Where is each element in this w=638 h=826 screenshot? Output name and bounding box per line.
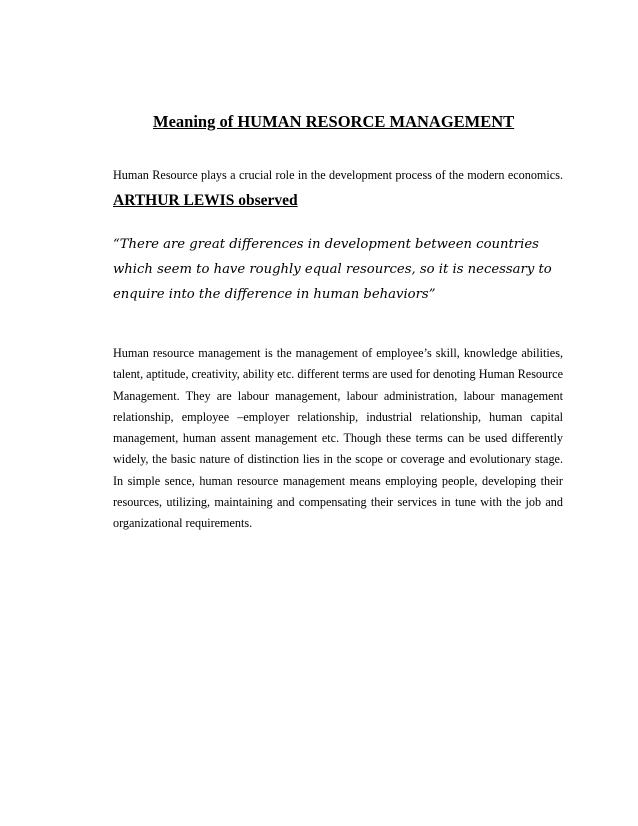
- quote-paragraph: “There are great differences in development between countries which seem to have roughly equal resources, so it is necessary to enquire into the difference in human behaviors”: [113, 237, 552, 302]
- intro-emphasis: ARTHUR LEWIS observed: [113, 192, 298, 209]
- intro-paragraph: [113, 163, 563, 214]
- intro-text: Human Resource plays a crucial role in the development process of the modern economics.: [113, 168, 563, 182]
- body-paragraph: Human resource management is the management of employee’s skill, knowledge abilities, talent, aptitude, creativity, ability etc. different terms are used for denoting Human Resource Management. They are labour management, labour administration, labour management relationship, employee –employer relationship, industrial relationship, human capital management, human assent management etc. Though these terms can be used differently widely, the basic nature of distinction lies in the scope or coverage and evolutionary stage. In simple sence, human resource management means employing people, developing their resources, utilizing, maintaining and compensating their services in tune with the job and organizational requirements.: [113, 346, 563, 531]
- page-title: Meaning of HUMAN RESORCE MANAGEMENT: [153, 112, 515, 131]
